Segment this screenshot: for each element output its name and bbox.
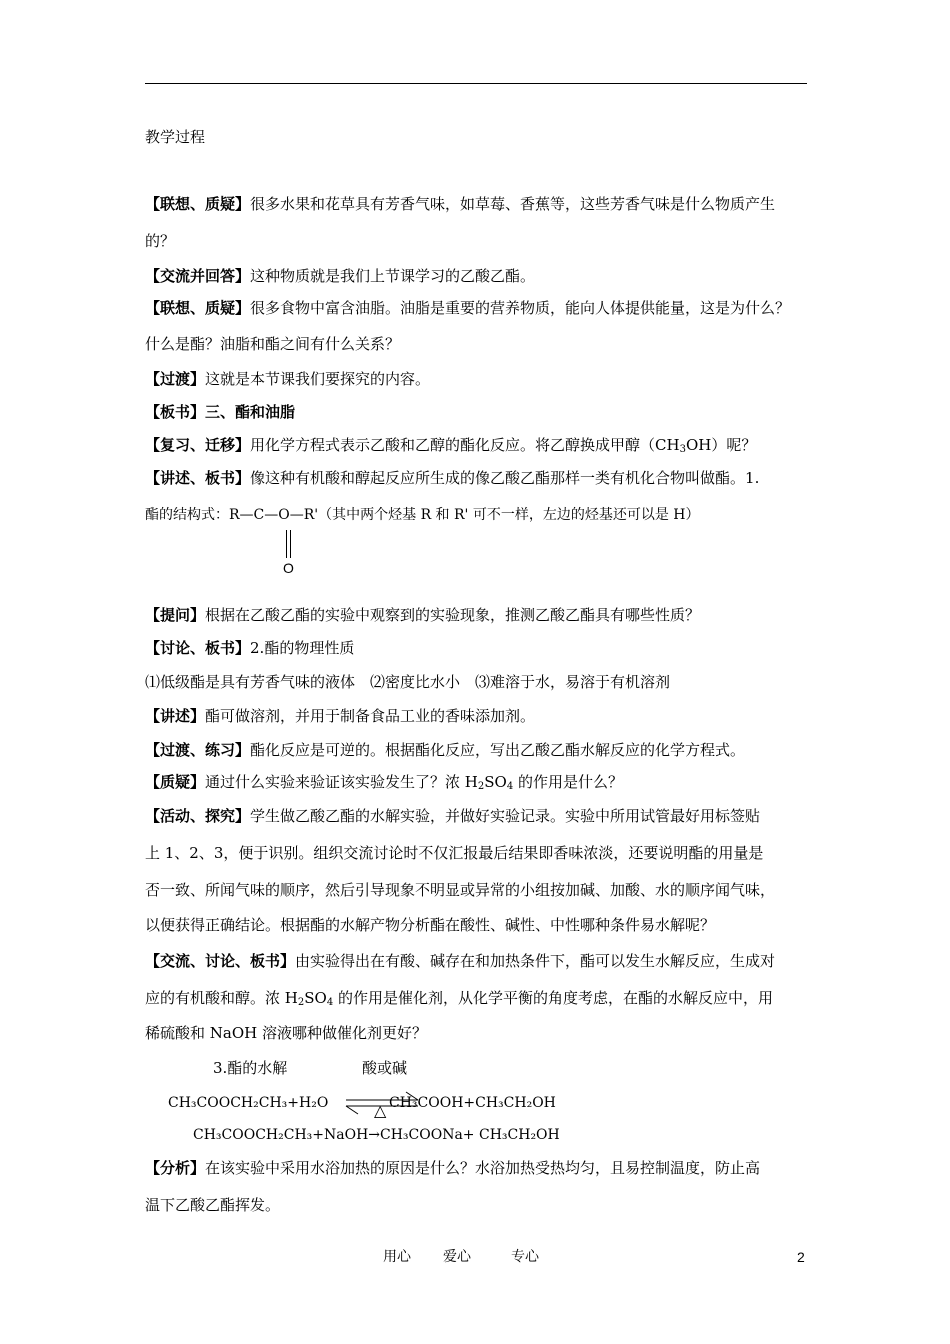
tag: 【讲述】 (145, 707, 206, 725)
subscript: 2 (477, 781, 485, 792)
paragraph-14-l2: 上 1、2、3，便于识别。组织交流讨论时不仅汇报最后结果即香味浓淡，还要说明酯的用量是 (145, 844, 764, 862)
text: 像这种有机酸和醇起反应所生成的像乙酸乙酯那样一类有机化合物叫做酯。1. (250, 469, 760, 487)
equation-2: CH₃COOCH₂CH₃+NaOH→CH₃COONa+ CH₃CH₂OH (193, 1127, 560, 1143)
paragraph-16-cont: 温下乙酸乙酯挥发。 (145, 1196, 281, 1214)
text: 很多食物中富含油脂。油脂是重要的营养物质，能向人体提供能量，这是为什么？ (250, 299, 791, 317)
paragraph-15-l2 (145, 988, 773, 1008)
tag: 【活动、探究】 (145, 807, 251, 825)
paragraph-14-l3: 否一致、所闻气味的顺序，然后引导现象不明显或异常的小组按加碱、加酸、水的顺序闻气味， (145, 881, 776, 899)
text: 这种物质就是我们上节课学习的乙酸乙酯。 (250, 267, 536, 285)
tag: 【提问】 (145, 606, 206, 624)
tag: 【交流并回答】 (145, 267, 251, 285)
heat-symbol: △ (374, 1101, 387, 1120)
header-rule (145, 83, 807, 84)
text: 的作用是催化剂，从化学平衡的角度考虑，在酯的水解反应中，用 (333, 989, 773, 1007)
text: 三、酯和油脂 (205, 403, 296, 421)
text: 这就是本节课我们要探究的内容。 (205, 370, 431, 388)
paragraph-1-cont: 的？ (145, 232, 176, 250)
footer-motto-2: 爱心 (443, 1249, 471, 1265)
text: 根据在乙酸乙酯的实验中观察到的实验现象，推测乙酸乙酯具有哪些性质？ (205, 606, 701, 624)
paragraph-15-l3: 稀硫酸和 NaOH 溶液哪种做催化剂更好？ (145, 1024, 427, 1042)
paragraph-6 (145, 435, 756, 455)
paragraph-13 (145, 772, 623, 792)
text: 通过什么实验来验证该实验发生了？浓 H (205, 773, 478, 791)
reaction-condition: 酸或碱 (362, 1059, 408, 1077)
text: OH）呢？ (685, 436, 757, 454)
text: 应的有机酸和醇。浓 H (145, 989, 298, 1007)
carbonyl-oxygen: O (283, 560, 294, 576)
double-bond-icon (286, 530, 292, 558)
text: 的作用是什么？ (513, 773, 623, 791)
subscript: 4 (506, 781, 514, 792)
paragraph-14-l4: 以便获得正确结论。根据酯的水解产物分析酯在酸性、碱性、中性哪种条件易水解呢？ (145, 916, 716, 934)
tag: 【质疑】 (145, 773, 206, 791)
tag: 【讲述、板书】 (145, 469, 251, 487)
text: 用化学方程式表示乙酸和乙醇的酯化反应。将乙醇换成甲醇（CH (250, 436, 680, 454)
subscript: 4 (326, 997, 334, 1008)
section-title: 教学过程 (145, 128, 206, 146)
paragraph-1 (145, 194, 775, 214)
paragraph-3 (145, 298, 790, 318)
paragraph-15 (145, 951, 775, 971)
tag: 【复习、迁移】 (145, 436, 251, 454)
tag: 【过渡】 (145, 370, 206, 388)
paragraph-5 (145, 402, 295, 422)
footer-motto-3: 专心 (511, 1249, 539, 1265)
page-number: 2 (797, 1249, 805, 1265)
tag: 【板书】 (145, 403, 206, 421)
subscript: 3 (679, 444, 686, 455)
text: 酯化反应是可逆的。根据酯化反应，写出乙酸乙酯水解反应的化学方程式。 (250, 741, 746, 759)
text: 学生做乙酸乙酯的水解实验，并做好实验记录。实验中所用试管最好用标签贴 (250, 807, 761, 825)
paragraph-10: ⑴低级酯是具有芳香气味的液体 ⑵密度比水小 ⑶难溶于水，易溶于有机溶剂 (145, 673, 671, 691)
tag: 【分析】 (145, 1159, 206, 1177)
tag: 【联想、质疑】 (145, 299, 251, 317)
equation-1-right: CH₃COOH+CH₃CH₂OH (389, 1095, 556, 1111)
text: 2.酯的物理性质 (250, 639, 355, 657)
paragraph-3-cont: 什么是酯？油脂和酯之间有什么关系？ (145, 335, 401, 353)
text: 由实验得出在有酸、碱存在和加热条件下，酯可以发生水解反应，生成对 (295, 952, 776, 970)
text: 很多水果和花草具有芳香气味，如草莓、香蕉等，这些芳香气味是什么物质产生 (250, 195, 776, 213)
text: 在该实验中采用水浴加热的原因是什么？水浴加热受热均匀，且易控制温度，防止高 (205, 1159, 761, 1177)
paragraph-4 (145, 369, 430, 389)
text: SO (304, 989, 327, 1007)
text: 酯可做溶剂，并用于制备食品工业的香味添加剂。 (205, 707, 536, 725)
paragraph-8 (145, 605, 700, 625)
paragraph-12 (145, 740, 745, 760)
text: SO (484, 773, 507, 791)
footer-motto-1: 用心 (383, 1249, 411, 1265)
paragraph-9 (145, 638, 354, 658)
paragraph-7 (145, 468, 759, 488)
paragraph-7-cont: 酯的结构式：R—C—O—R'（其中两个烃基 R 和 R' 可不一样，左边的烃基还可以是 H） (145, 507, 700, 523)
tag: 【过渡、练习】 (145, 741, 251, 759)
paragraph-14 (145, 806, 760, 826)
tag: 【讨论、板书】 (145, 639, 251, 657)
subscript: 2 (297, 997, 305, 1008)
paragraph-2 (145, 266, 535, 286)
paragraph-16 (145, 1158, 760, 1178)
tag: 【联想、质疑】 (145, 195, 251, 213)
hydrolysis-heading: 3.酯的水解 (213, 1059, 288, 1077)
equation-1-left: CH₃COOCH₂CH₃+H₂O (168, 1095, 329, 1111)
paragraph-11 (145, 706, 535, 726)
tag: 【交流、讨论、板书】 (145, 952, 296, 970)
